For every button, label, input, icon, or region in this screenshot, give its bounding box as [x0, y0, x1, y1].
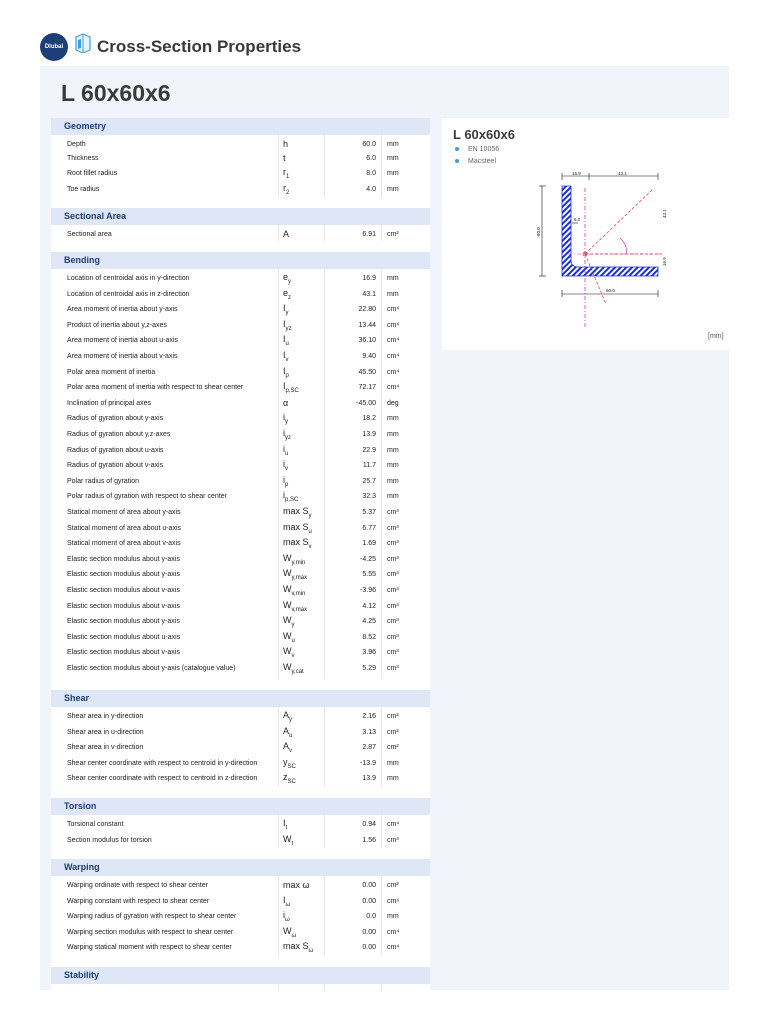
property-value: 4.25	[362, 617, 376, 625]
property-name: Warping section modulus with respect to shear center	[67, 928, 234, 936]
card-title: L 60x60x6	[453, 127, 515, 142]
property-symbol: $W_u$	[283, 630, 295, 644]
table-row	[51, 818, 430, 830]
property-symbol: $\max S_v$	[283, 536, 312, 550]
group-header-bending	[51, 252, 430, 269]
property-symbol: $\max S_\omega$	[283, 940, 314, 954]
property-value: 0.00	[362, 943, 376, 951]
group-header-geometry	[51, 118, 430, 135]
group-title: Bending	[64, 255, 100, 265]
property-name: Shear area in u-direction	[67, 728, 144, 736]
cross-section-drawing	[532, 168, 672, 348]
property-value: 36.10	[358, 336, 376, 344]
table-row	[51, 350, 430, 362]
group-spacer	[51, 679, 430, 690]
property-name: Polar area moment of inertia with respect to shear center	[67, 383, 244, 391]
property-symbol: $A_u$	[283, 725, 293, 739]
property-unit: cm⁴	[387, 820, 400, 828]
property-value: -3.96	[360, 586, 376, 594]
property-name: Warping radius of gyration with respect to shear center	[67, 912, 237, 920]
group-header-shear	[51, 690, 430, 707]
table-row	[51, 926, 430, 938]
property-symbol: $i_v$	[283, 458, 288, 472]
property-symbol: $\max S_u$	[283, 521, 312, 535]
table-row	[51, 303, 430, 315]
property-name: Warping statical moment with respect to shear center	[67, 943, 232, 951]
property-unit: cm⁴	[387, 321, 400, 329]
property-name: Location of centroidal axis in y-direction	[67, 274, 190, 282]
property-symbol: $I_p$	[283, 365, 289, 379]
table-row	[51, 167, 430, 179]
property-name: Elastic section modulus about y-axis	[67, 617, 180, 625]
property-value: -45.00	[356, 399, 376, 407]
table-row	[51, 459, 430, 471]
table-row	[51, 475, 430, 487]
property-value: 43.1	[362, 290, 376, 298]
table-row	[51, 741, 430, 753]
property-name: Root fillet radius	[67, 169, 118, 177]
property-unit: cm³	[387, 508, 399, 516]
group-title: Sectional Area	[64, 211, 127, 221]
property-unit: cm⁴	[387, 383, 400, 391]
card-list-item: Macsteel	[455, 158, 496, 165]
property-value: 9.40	[362, 352, 376, 360]
property-value: 13.44	[358, 321, 376, 329]
group-header-torsion	[51, 798, 430, 815]
property-unit: mm	[387, 154, 399, 162]
bullet-icon	[455, 159, 459, 163]
table-row	[51, 553, 430, 565]
property-unit: mm	[387, 185, 399, 193]
property-symbol: $I_t$	[283, 817, 288, 831]
property-name: Elastic section modulus about v-axis	[67, 648, 180, 656]
table-row	[51, 568, 430, 580]
property-unit: cm³	[387, 617, 399, 625]
property-value: -4.25	[360, 555, 376, 563]
property-name: Area moment of inertia about v-axis	[67, 352, 178, 360]
property-unit: mm	[387, 414, 399, 422]
property-unit: cm⁴	[387, 352, 400, 360]
property-unit: cm³	[387, 633, 399, 641]
property-value: 6.77	[362, 524, 376, 532]
property-unit: cm³	[387, 648, 399, 656]
table-row	[51, 910, 430, 922]
properties-table	[51, 118, 430, 990]
table-row	[51, 615, 430, 627]
property-symbol: max ω	[283, 880, 310, 890]
property-symbol: $I_y$	[283, 302, 289, 316]
property-name: Section modulus for torsion	[67, 836, 152, 844]
table-row	[51, 726, 430, 738]
group-title: Shear	[64, 693, 90, 703]
property-unit: cm³	[387, 664, 399, 672]
table-row	[51, 600, 430, 612]
property-symbol: $A_v$	[283, 740, 293, 754]
property-symbol: $I_{yz}$	[283, 318, 292, 332]
table-row	[51, 272, 430, 284]
table-row	[51, 584, 430, 596]
property-value: 8.0	[366, 169, 376, 177]
property-symbol: $W_{y,cat}$	[283, 661, 304, 675]
property-symbol: $i_u$	[283, 443, 289, 457]
group-title: Geometry	[64, 121, 107, 131]
bullet-icon	[455, 147, 459, 151]
property-symbol: $W_t$	[283, 833, 294, 847]
unit-label: [mm]	[708, 333, 724, 340]
property-name: Depth	[67, 140, 86, 148]
property-unit: mm	[387, 169, 399, 177]
group-header-warping	[51, 859, 430, 876]
property-symbol: $r_2$	[283, 182, 290, 196]
property-symbol: $I_v$	[283, 349, 289, 363]
property-name: Radius of gyration about y,z-axes	[67, 430, 171, 438]
property-unit: mm	[387, 774, 399, 782]
property-name: Shear center coordinate with respect to centroid in y-direction	[67, 759, 258, 767]
property-value: 11.7	[362, 461, 376, 469]
property-unit: mm	[387, 140, 399, 148]
property-symbol: $z_{SC}$	[283, 771, 296, 785]
property-name: Warping ordinate with respect to shear center	[67, 881, 208, 889]
property-name: Radius of gyration about y-axis	[67, 414, 164, 422]
property-symbol: α	[283, 398, 289, 408]
property-unit: mm	[387, 912, 399, 920]
property-symbol: $e_z$	[283, 287, 292, 301]
card-list-item: EN 10056	[455, 146, 499, 153]
property-unit: cm⁴	[387, 368, 400, 376]
property-value: 1.56	[362, 836, 376, 844]
property-value: 0.00	[362, 881, 376, 889]
property-symbol: $\max S_y$	[283, 505, 312, 519]
property-symbol: h	[283, 139, 289, 149]
property-symbol: $A_y$	[283, 709, 293, 723]
property-name: Shear area in y-direction	[67, 712, 144, 720]
property-unit: mm	[387, 446, 399, 454]
property-unit: cm³	[387, 836, 399, 844]
property-unit: cm⁴	[387, 336, 400, 344]
table-row	[51, 319, 430, 331]
property-value: 4.12	[362, 602, 376, 610]
property-value: 1.69	[362, 539, 376, 547]
table-row	[51, 412, 430, 424]
property-symbol: $i_\omega$	[283, 909, 290, 923]
property-value: 3.13	[362, 728, 376, 736]
property-symbol: $y_{SC}$	[283, 756, 296, 770]
table-row	[51, 710, 430, 722]
property-value: 8.52	[362, 633, 376, 641]
table-row	[51, 662, 430, 674]
property-value: 22.80	[358, 305, 376, 313]
property-value: 72.17	[358, 383, 376, 391]
table-row	[51, 772, 430, 784]
property-unit: mm	[387, 461, 399, 469]
property-symbol: $i_p$	[283, 474, 289, 488]
dim-label: 43.1	[662, 209, 667, 218]
property-value: 25.7	[362, 477, 376, 485]
property-unit: cm³	[387, 555, 399, 563]
property-symbol: t	[283, 153, 286, 163]
table-row	[51, 428, 430, 440]
angle-profile	[562, 186, 658, 276]
table-row	[51, 895, 430, 907]
dim-label: 60.0	[606, 288, 615, 293]
property-symbol: $W_y$	[283, 614, 295, 628]
group-spacer	[51, 956, 430, 967]
property-unit: cm³	[387, 524, 399, 532]
property-value: 32.3	[362, 492, 376, 500]
property-value: 6.91	[362, 230, 376, 238]
dim-label: 16.9	[662, 257, 667, 266]
property-unit: cm⁴	[387, 305, 400, 313]
property-unit: mm	[387, 492, 399, 500]
table-row	[51, 288, 430, 300]
principal-axes	[568, 188, 662, 328]
property-unit: mm	[387, 290, 399, 298]
group-title: Stability	[64, 970, 100, 980]
property-symbol: $W_{v,min}$	[283, 583, 306, 597]
property-symbol: $i_y$	[283, 411, 288, 425]
property-symbol: $I_\omega$	[283, 894, 291, 908]
property-symbol: A	[283, 229, 290, 239]
property-name: Elastic section modulus about y-axis (catalogue value)	[67, 664, 236, 672]
property-value: 45.50	[358, 368, 376, 376]
property-name: Sectional area	[67, 230, 112, 238]
property-symbol: $I_{p,SC}$	[283, 380, 299, 394]
table-row	[51, 366, 430, 378]
property-unit: cm³	[387, 570, 399, 578]
property-name: Statical moment of area about y-axis	[67, 508, 181, 516]
property-unit: cm²	[387, 881, 399, 889]
table-row	[51, 757, 430, 769]
property-unit: cm⁴	[387, 928, 400, 936]
property-value: 0.0	[366, 912, 376, 920]
property-value: 2.16	[362, 712, 376, 720]
property-name: Warping constant with respect to shear center	[67, 897, 210, 905]
property-unit: cm³	[387, 586, 399, 594]
property-name: Elastic section modulus about v-axis	[67, 586, 180, 594]
property-value: 5.55	[362, 570, 376, 578]
property-name: Radius of gyration about u-axis	[67, 446, 164, 454]
property-unit: mm	[387, 430, 399, 438]
dim-label: 60.0	[536, 227, 541, 236]
property-value: 5.37	[362, 508, 376, 516]
property-name: Shear area in v-direction	[67, 743, 144, 751]
property-value: 0.94	[362, 820, 376, 828]
property-name: Shear center coordinate with respect to centroid in z-direction	[67, 774, 258, 782]
property-value: 16.9	[362, 274, 376, 282]
table-row	[51, 334, 430, 346]
table-row	[51, 152, 430, 164]
property-value: 13.9	[362, 774, 376, 782]
property-value: 60.0	[362, 140, 376, 148]
property-name: Location of centroidal axis in z-direction	[67, 290, 190, 298]
property-value: 5.29	[362, 664, 376, 672]
dimension-lines	[539, 173, 658, 297]
table-row	[51, 646, 430, 658]
property-symbol: $e_y$	[283, 271, 292, 285]
property-unit: cm³	[387, 539, 399, 547]
section-card	[442, 118, 729, 350]
property-value: 13.9	[362, 430, 376, 438]
group-spacer	[51, 241, 430, 252]
group-header-sectional-area	[51, 208, 430, 225]
table-row	[51, 941, 430, 953]
property-name: Torsional constant	[67, 820, 124, 828]
property-name: Polar radius of gyration	[67, 477, 139, 485]
property-name: Area moment of inertia about y-axis	[67, 305, 178, 313]
property-unit: mm	[387, 477, 399, 485]
property-unit: cm²	[387, 230, 399, 238]
table-row	[51, 490, 430, 502]
table-row	[51, 381, 430, 393]
group-spacer	[51, 197, 430, 208]
property-value: 6.0	[366, 154, 376, 162]
table-row	[51, 228, 430, 240]
table-row	[51, 183, 430, 195]
property-name: Statical moment of area about v-axis	[67, 539, 181, 547]
table-row	[51, 537, 430, 549]
property-unit: cm⁴	[387, 943, 400, 951]
property-symbol: $W_{y,max}$	[283, 567, 308, 581]
dim-label: 16.9	[572, 171, 581, 176]
property-value: 22.9	[362, 446, 376, 454]
property-name: Polar area moment of inertia	[67, 368, 156, 376]
dim-label: 43.1	[618, 171, 627, 176]
table-row	[51, 834, 430, 846]
group-title: Warping	[64, 862, 100, 872]
property-symbol: $W_{y,min}$	[283, 552, 306, 566]
property-name: Area moment of inertia about u-axis	[67, 336, 178, 344]
property-symbol: $i_{p,SC}$	[283, 489, 299, 503]
property-value: 18.2	[362, 414, 376, 422]
property-unit: deg	[387, 399, 399, 407]
property-symbol: $W_{v,max}$	[283, 599, 308, 613]
table-row	[51, 522, 430, 534]
group-title: Torsion	[64, 801, 97, 811]
property-value: 0.00	[362, 897, 376, 905]
property-unit: mm	[387, 759, 399, 767]
cross-section-icon	[74, 33, 92, 53]
property-unit: mm	[387, 274, 399, 282]
table-row	[51, 631, 430, 643]
property-value: 0.00	[362, 928, 376, 936]
top-bar	[0, 0, 768, 66]
property-name: Statical moment of area about u-axis	[67, 524, 182, 532]
property-name: Elastic section modulus about y-axis	[67, 570, 180, 578]
property-name: Toe radius	[67, 185, 100, 193]
property-unit: cm²	[387, 728, 399, 736]
property-symbol: $W_v$	[283, 645, 295, 659]
property-name: Elastic section modulus about y-axis	[67, 555, 180, 563]
group-spacer	[51, 787, 430, 798]
property-name: Elastic section modulus about v-axis	[67, 602, 180, 610]
property-unit: cm³	[387, 602, 399, 610]
property-symbol: $W_\omega$	[283, 925, 297, 939]
property-name: Thickness	[67, 154, 99, 162]
table-row	[51, 879, 430, 891]
property-name: Polar radius of gyration with respect to shear center	[67, 492, 227, 500]
property-name: Inclination of principal axes	[67, 399, 152, 407]
property-unit: cm²	[387, 743, 399, 751]
property-symbol: $I_u$	[283, 333, 289, 347]
property-name: Product of inertia about y,z-axes	[67, 321, 167, 329]
property-symbol: $r_1$	[283, 166, 290, 180]
group-header-stability	[51, 967, 430, 984]
table-row	[51, 138, 430, 150]
table-row	[51, 444, 430, 456]
group-spacer	[51, 848, 430, 859]
property-symbol: $i_{yz}$	[283, 427, 291, 441]
property-name: Elastic section modulus about u-axis	[67, 633, 181, 641]
app-title: Cross-Section Properties	[97, 37, 302, 56]
property-name: Radius of gyration about v-axis	[67, 461, 164, 469]
property-value: 4.0	[366, 185, 376, 193]
property-value: 3.96	[362, 648, 376, 656]
section-title: L 60x60x6	[61, 80, 171, 106]
dim-label: 6.0	[574, 217, 581, 222]
dlubal-logo: Dlubal	[40, 33, 68, 61]
property-value: 2.87	[362, 743, 376, 751]
table-row	[51, 506, 430, 518]
property-unit: cm⁶	[387, 897, 400, 905]
property-unit: cm²	[387, 712, 399, 720]
property-value: -13.9	[360, 759, 376, 767]
table-row	[51, 397, 430, 409]
